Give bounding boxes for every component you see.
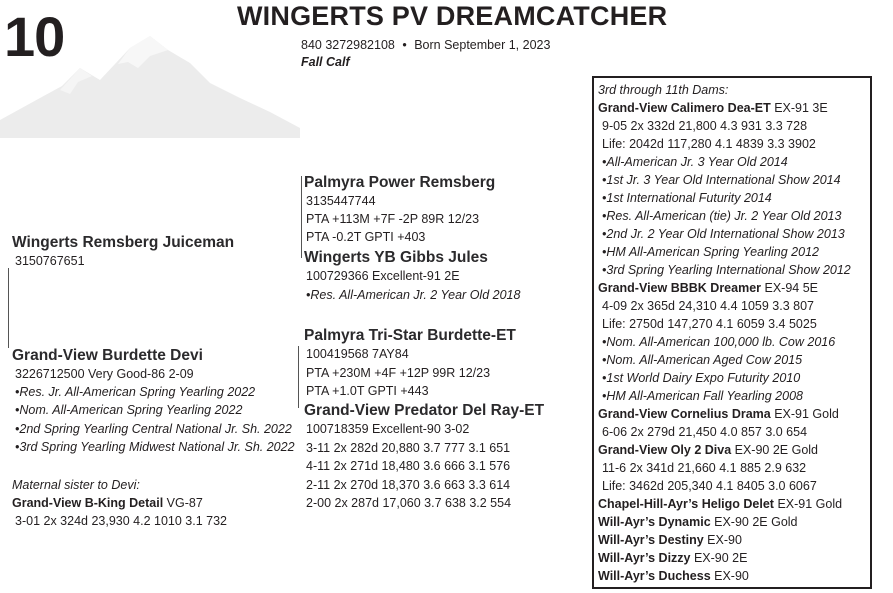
dam-dam-line: 100718359 Excellent-90 3-02 — [306, 422, 470, 436]
dam-ancestor-entry — [598, 441, 851, 459]
dam-sire-line: PTA +1.0T GPTI +443 — [306, 384, 429, 398]
dam-ancestor-score: EX-91 Gold — [770, 407, 839, 421]
dam-ancestor-entry — [598, 405, 851, 423]
sire-dam-name: Wingerts YB Gibbs Jules — [304, 249, 488, 266]
dam-award: •HM All-American Spring Yearling 2012 — [602, 245, 819, 259]
dam-award: •HM All-American Fall Yearling 2008 — [602, 389, 803, 403]
dam-ancestor-score: EX-91 3E — [770, 101, 828, 115]
dam-ancestor-score: EX-90 2E Gold — [731, 443, 819, 457]
dam-ancestor-name: Grand-View Calimero Dea-ET — [598, 101, 771, 115]
dams-list — [598, 81, 851, 585]
dam-name: Grand-View Burdette Devi — [12, 347, 203, 364]
sire-dam-bracket-line — [8, 268, 9, 348]
dam-award: •2nd Jr. 2 Year Old International Show 2013 — [602, 227, 845, 241]
dam-production-record: 6-06 2x 279d 21,450 4.0 857 3.0 654 — [602, 425, 808, 439]
dam-dam-record: 2-11 2x 270d 18,370 3.6 663 3.3 614 — [306, 478, 511, 492]
dam-ancestor-entry — [598, 531, 851, 549]
dam-award: •1st International Futurity 2014 — [602, 191, 772, 205]
dam-production-record: 4-09 2x 365d 24,310 4.4 1059 3.3 807 — [602, 299, 814, 313]
dam-sire-line: 100419568 7AY84 — [306, 347, 409, 361]
dam-ancestor-score: EX-90 2E Gold — [710, 515, 798, 529]
dam-ancestor-name: Chapel-Hill-Ayr’s Heligo Delet — [598, 497, 774, 511]
sire-sire-line: PTA -0.2T GPTI +403 — [306, 230, 426, 244]
dam-ancestor-score: EX-90 2E — [690, 551, 748, 565]
dam-award: •1st Jr. 3 Year Old International Show 2014 — [602, 173, 841, 187]
dam-award: •Res. All-American (tie) Jr. 2 Year Old 2013 — [602, 209, 842, 223]
sire-name: Wingerts Remsberg Juiceman — [12, 234, 235, 251]
dam-ancestor-name: Will-Ayr’s Dynamic — [598, 515, 711, 529]
birth-date: Born September 1, 2023 — [414, 38, 551, 52]
dam-award: •All-American Jr. 3 Year Old 2014 — [602, 155, 788, 169]
animal-title: WINGERTS PV DREAMCATCHER — [237, 1, 668, 31]
dam-production-record: 11-6 2x 341d 21,660 4.1 885 2.9 632 — [602, 461, 807, 475]
dam-ancestor-name: Will-Ayr’s Duchess — [598, 569, 711, 583]
dam-award: •3rd Spring Yearling International Show 2012 — [602, 263, 851, 277]
dam-ancestor-entry — [598, 549, 851, 567]
dam-line: 3226712500 Very Good-86 2-09 — [15, 367, 194, 381]
sire-dam-line: 100729366 Excellent-91 2E — [306, 269, 460, 283]
dam-ancestor-entry — [598, 513, 851, 531]
dam-ancestor-name: Will-Ayr’s Dizzy — [598, 551, 691, 565]
dam-award: •3rd Spring Yearling Midwest National Jr. Sh. 2022 — [15, 440, 295, 454]
bullet-separator: • — [402, 38, 407, 52]
dam-award: •2nd Spring Yearling Central National Jr. Sh. 2022 — [15, 422, 292, 436]
dam-sire-name: Palmyra Tri-Star Burdette-ET — [304, 327, 516, 344]
sire-sire-line: PTA +113M +7F -2P 89R 12/23 — [306, 212, 480, 226]
dam-ancestor-entry — [598, 279, 851, 297]
maternal-sister-name: Grand-View B-King Detail — [12, 496, 164, 510]
dam-ancestor-score: EX-94 5E — [761, 281, 818, 295]
dam-production-record: Life: 2042d 117,280 4.1 4839 3.3 3902 — [602, 137, 816, 151]
registration-line — [301, 37, 550, 53]
sire-bracket-line — [301, 176, 302, 258]
sire-sire-name: Palmyra Power Remsberg — [304, 174, 496, 191]
show-class: Fall Calf — [301, 55, 350, 69]
dam-sire-line: PTA +230M +4F +12P 99R 12/23 — [306, 366, 491, 380]
dam-dam-record: 4-11 2x 271d 18,480 3.6 666 3.1 576 — [306, 459, 511, 473]
maternal-sister-entry — [12, 494, 203, 513]
dam-ancestor-entry — [598, 495, 851, 513]
maternal-sister-score: VG-87 — [163, 496, 203, 510]
dam-ancestor-entry — [598, 99, 851, 117]
dam-award: •Nom. All-American 100,000 lb. Cow 2016 — [602, 335, 836, 349]
dam-award: •1st World Dairy Expo Futurity 2010 — [602, 371, 801, 385]
dam-award: •Res. Jr. All-American Spring Yearling 2022 — [15, 385, 256, 399]
dam-ancestor-score: EX-90 — [710, 569, 749, 583]
dam-ancestor-name: Grand-View BBBK Dreamer — [598, 281, 762, 295]
dam-ancestor-name: Grand-View Oly 2 Diva — [598, 443, 732, 457]
maternal-sister-heading: Maternal sister to Devi: — [12, 478, 140, 492]
sire-dam-award: •Res. All-American Jr. 2 Year Old 2018 — [306, 288, 521, 302]
dam-production-record: Life: 3462d 205,340 4.1 8405 3.0 6067 — [602, 479, 817, 493]
registration-number: 840 3272982108 — [301, 38, 395, 52]
dam-dam-record: 3-11 2x 282d 20,880 3.7 777 3.1 651 — [306, 441, 511, 455]
dam-ancestor-score: EX-90 — [703, 533, 742, 547]
dam-dam-record: 2-00 2x 287d 17,060 3.7 638 3.2 554 — [306, 496, 512, 510]
lot-number: 10 — [4, 5, 65, 68]
maternal-sister-record: 3-01 2x 324d 23,930 4.2 1010 3.1 732 — [15, 514, 227, 528]
dam-dam-name: Grand-View Predator Del Ray-ET — [304, 402, 545, 419]
dam-ancestor-entry — [598, 567, 851, 585]
sire-sire-line: 3135447744 — [306, 194, 376, 208]
dams-heading: 3rd through 11th Dams: — [598, 83, 729, 97]
dam-award: •Nom. All-American Spring Yearling 2022 — [15, 403, 243, 417]
dam-ancestor-name: Grand-View Cornelius Drama — [598, 407, 771, 421]
sire-reg: 3150767651 — [15, 254, 85, 268]
dam-award: •Nom. All-American Aged Cow 2015 — [602, 353, 803, 367]
dam-production-record: Life: 2750d 147,270 4.1 6059 3.4 5025 — [602, 317, 817, 331]
dam-bracket-line — [298, 346, 299, 408]
dam-ancestor-score: EX-91 Gold — [773, 497, 843, 511]
dam-ancestor-name: Will-Ayr’s Destiny — [598, 533, 704, 547]
dam-production-record: 9-05 2x 332d 21,800 4.3 931 3.3 728 — [602, 119, 808, 133]
